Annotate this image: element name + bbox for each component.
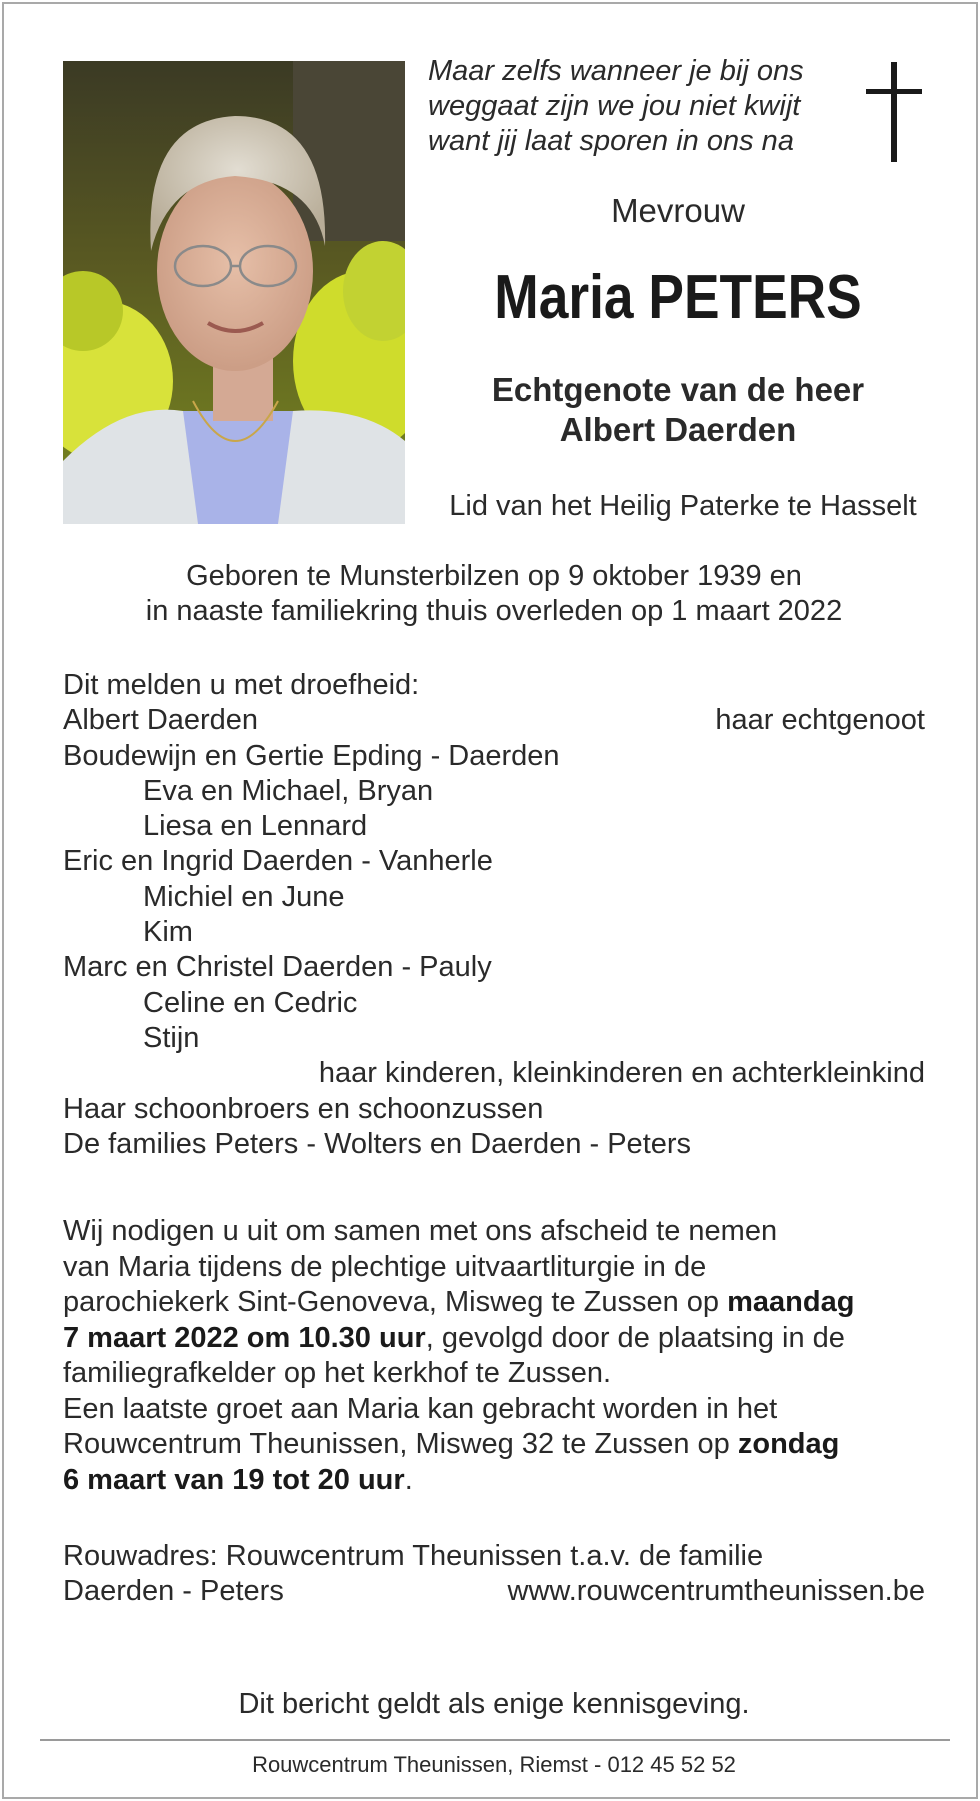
invitation-line: van Maria tijdens de plechtige uitvaartliturgie in de [63,1250,707,1283]
family-member: Eva en Michael, Bryan [143,774,434,807]
family-member: Boudewijn en Gertie Epding - Daerden [63,739,560,772]
mourning-address [63,1539,925,1609]
family-member: Michiel en June [143,880,345,913]
funeral-datetime: 7 maart 2022 om 10.30 uur [63,1321,426,1354]
obituary-card [2,2,978,1799]
spouse-line: Albert Daerden [559,411,797,448]
inlaws: Haar schoonbroers en schoonzussen [63,1092,544,1125]
family-member: Kim [143,916,193,949]
birth-line: Geboren te Munsterbilzen op 9 oktober 1939 en [186,560,802,592]
family-list [63,668,925,1162]
invitation-line: parochiekerk Sint-Genoveva, Misweg te Zussen op maandag [63,1286,855,1318]
birth-death-info [44,559,944,629]
family-member: Marc en Christel Daerden - Pauly [63,951,492,984]
quote [428,54,848,159]
invitation-line: Rouwcentrum Theunissen, Misweg 32 te Zussen op zondag [63,1428,840,1460]
funeral-invitation [63,1214,943,1498]
address-row [63,1574,925,1609]
membership: Lid van het Heilig Paterke te Hasselt [449,490,917,522]
cross-icon [866,62,924,167]
family-intro: Dit melden u met droefheid: [63,669,420,701]
spouse-line: Echtgenote van de heer [491,371,865,408]
divider [40,1739,950,1741]
portrait-photo [63,61,405,524]
funeral-day: maandag [727,1286,855,1318]
invitation-line: Een laatste groet aan Maria kan gebracht worden in het [63,1392,778,1425]
spouse-info [428,370,928,450]
invitation-line: 6 maart van 19 tot 20 uur. [63,1463,413,1496]
families: De families Peters - Wolters en Daerden - Peters [63,1127,692,1160]
invitation-line: Wij nodigen u uit om samen met ons afscheid te nemen [63,1215,778,1247]
quote-line: want jij laat sporen in ons na [428,125,794,157]
quote-line: weggaat zijn we jou niet kwijt [428,90,801,122]
invitation-line: 7 maart 2022 om 10.30 uur, gevolgd door de plaatsing in de [63,1321,845,1354]
spouse-name: Albert Daerden [63,704,259,737]
family-member: Liesa en Lennard [143,810,368,843]
family-row [63,703,925,738]
death-line: in naaste familiekring thuis overleden op 1 maart 2022 [145,595,843,627]
visitation-day: zondag [737,1428,840,1460]
visitation-time: 6 maart van 19 tot 20 uur [63,1463,405,1496]
quote-line: Maar zelfs wanneer je bij ons [428,55,804,87]
website-link[interactable]: www.rouwcentrumtheunissen.be [507,1575,925,1607]
family-member: Stijn [143,1021,200,1054]
invitation-line: familiegrafkelder op het kerkhof te Zussen. [63,1357,612,1389]
family-member: Celine en Cedric [143,986,358,1019]
deceased-name: Maria PETERS [494,263,862,332]
footer: Rouwcentrum Theunissen, Riemst - 012 45 52 52 [252,1752,736,1777]
notice: Dit bericht geldt als enige kennisgeving. [238,1688,750,1720]
honorific: Mevrouw [611,192,745,229]
spouse-relation: haar echtgenoot [715,704,925,737]
address-line: Rouwadres: Rouwcentrum Theunissen t.a.v. de familie [63,1540,764,1572]
children-relation: haar kinderen, kleinkinderen en achterkleinkind [318,1057,925,1090]
family-member: Eric en Ingrid Daerden - Vanherle [63,845,493,878]
address-family: Daerden - Peters [63,1575,284,1607]
